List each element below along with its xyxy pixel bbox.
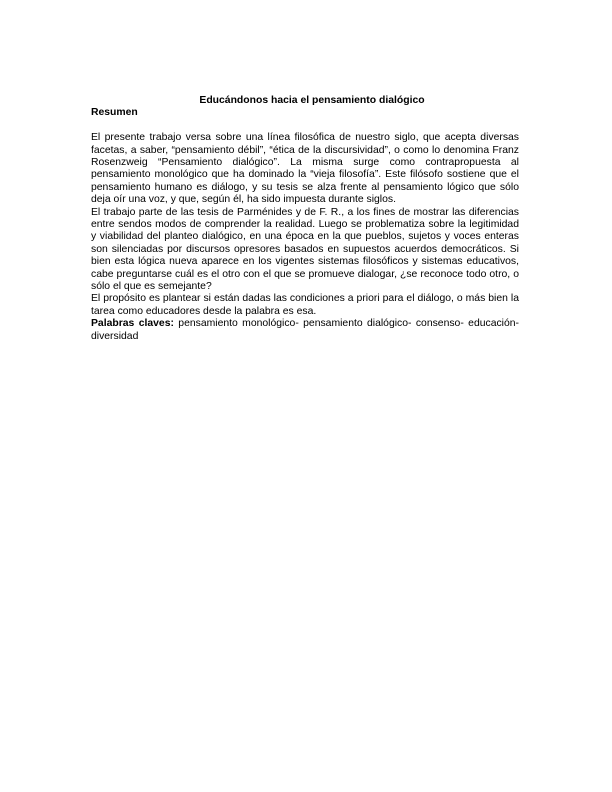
keywords-label: Palabras claves: [91, 318, 174, 330]
document-title: Educándonos hacia el pensamiento dialógico [199, 95, 425, 106]
abstract-paragraph-1: El presente trabajo versa sobre una línea filosófica de nuestro siglo, que acepta diversas facetas, a saber, “pensamiento débil”, “ética de la discursividad”, o como lo denomina Franz Rosenzweig “Pensamiento dialógico”. La misma surge como contrapropuesta al pensamiento monológico que ha dominado la “vieja filosofía”. Este filósofo sostiene que el pensamiento humano es diálogo, y su tesis se alza frente al pensamiento lógico que sólo deja oír una voz, y que, según él, ha sido impuesta durante siglos. [91, 132, 519, 206]
document-body [91, 95, 519, 343]
keywords-text: pensamiento monológico- pensamiento dialógico- consenso- educación- diversidad [91, 318, 519, 342]
abstract-paragraph-2: El trabajo parte de las tesis de Parménides y de F. R., a los fines de mostrar las diferencias entre sendos modos de comprender la realidad. Luego se problematiza sobre la legitimidad y viabilidad del planteo dialógico, en una época en la que pueblos, sujetos y voces enteras son silenciadas por discursos opresores basados en supuestos acuerdos democráticos. Si bien esta lógica nueva aparece en los vigentes sistemas filosóficos y sistemas educativos, cabe preguntarse cuál es el otro con el que se promueve dialogar, ¿se reconoce todo otro, o sólo el que es semejante? [91, 206, 519, 293]
abstract-paragraph-3: El propósito es plantear si están dadas las condiciones a priori para el diálogo, o más bien la tarea como educadores desde la palabra es esa. [91, 293, 519, 317]
section-heading: Resumen [91, 107, 138, 119]
keywords-line [91, 318, 519, 343]
